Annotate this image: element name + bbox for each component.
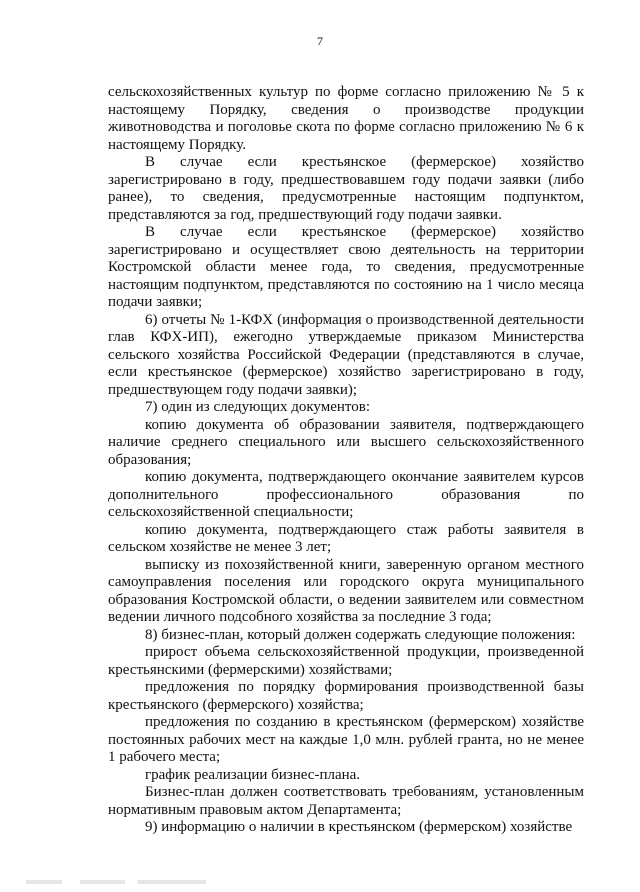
paragraph: предложения по порядку формирования производственной базы крестьянского (фермерского) хозяйства; [108,679,584,713]
paragraph: 8) бизнес-план, который должен содержать следующие положения: [145,626,576,643]
paragraph: сельскохозяйственных культур по форме согласно приложению № 5 к настоящему Порядку, сведения о производстве продукции животноводства и поголовье скота по форме согласно приложению № 6 к настоящему Порядку. [108,84,584,153]
paragraph: выписку из похозяйственной книги, заверенную органом местного самоуправления поселения или городского округа муниципального образования Костромской области, о ведении заявителем или совместном ведении личного подсобного хозяйства за последние 3 года; [108,556,584,625]
paragraph: копию документа об образовании заявителя, подтверждающего наличие среднего специального или высшего сельскохозяйственного образования; [108,416,584,468]
document-body [108,84,584,837]
paragraph: Бизнес-план должен соответствовать требованиям, установленным нормативным правовым актом Департамента; [108,784,584,818]
paragraph: прирост объема сельскохозяйственной продукции, произведенной крестьянскими (фермерскими) хозяйствами; [108,644,584,678]
paragraph: 9) информацию о наличии в крестьянском (фермерском) хозяйстве [145,819,573,835]
paragraph: копию документа, подтверждающего окончание заявителем курсов дополнительного профессионального образования по сельскохозяйственной специальности; [108,469,584,520]
paragraph: копию документа, подтверждающего стаж работы заявителя в сельском хозяйстве не менее 3 лет; [108,521,584,555]
paragraph: график реализации бизнес-плана. [145,766,361,783]
page-number: 7 [317,34,323,48]
paragraph: предложения по созданию в крестьянском (фермерском) хозяйстве постоянных рабочих мест на каждые 1,0 млн. рублей гранта, но не менее 1 рабочего места; [108,714,584,765]
paragraph: 6) отчеты № 1-КФХ (информация о производственной деятельности глав КФХ-ИП), ежегодно утверждаемые приказом Министерства сельского хозяйства Российской Федерации (представляются в случае, если крестьянское (фермерское) хозяйство зарегистрировано в году, предшествующем году подачи заявки); [108,311,584,398]
paragraph: В случае если крестьянское (фермерское) хозяйство зарегистрировано в году, предшествовавшем году подачи заявки (либо ранее), то сведения, предусмотренные настоящим подпунктом, представляются за год, предшествующий году подачи заявки. [108,154,584,223]
footer-scan-mark [26,880,206,884]
paragraph: 7) один из следующих документов: [145,399,371,415]
paragraph: В случае если крестьянское (фермерское) хозяйство зарегистрировано и осуществляет свою деятельность на территории Костромской области менее года, то сведения, предусмотренные настоящим подпунктом, представляются по состоянию на 1 число месяца подачи заявки; [108,224,584,310]
